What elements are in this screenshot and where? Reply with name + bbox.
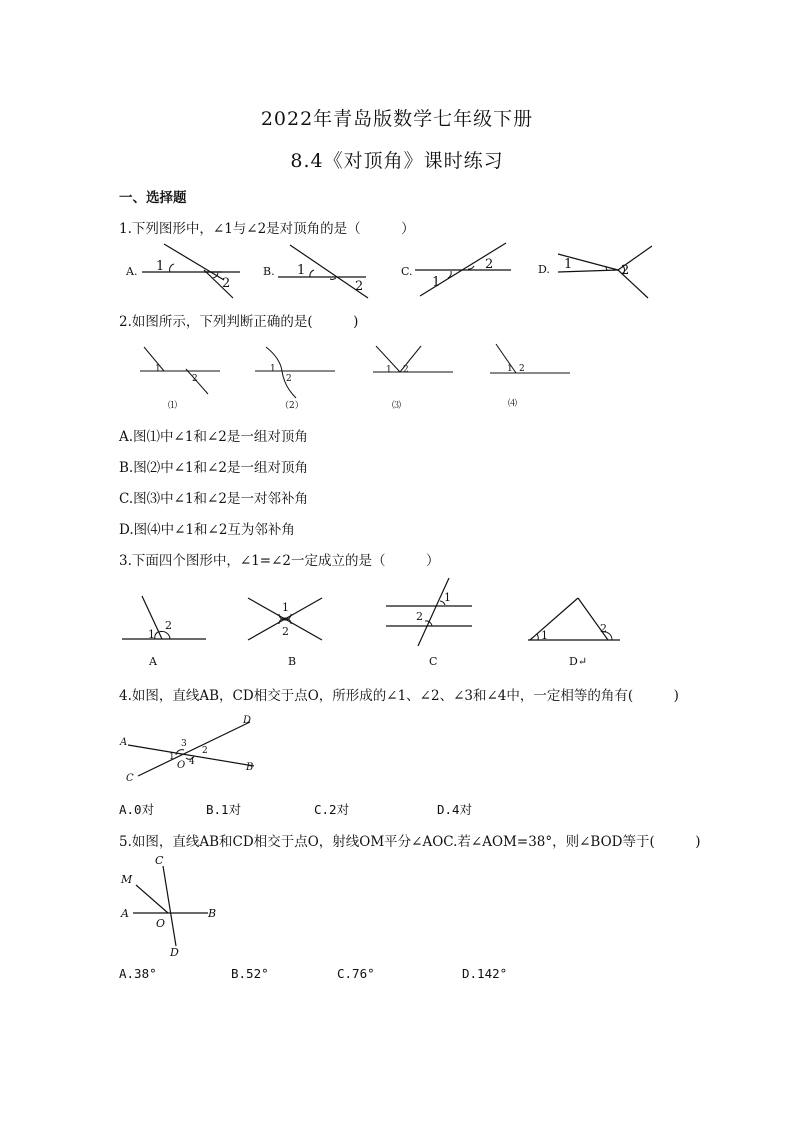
q1-a-arc1 (170, 264, 174, 272)
q1-a-label-2: 2 (222, 276, 231, 291)
q3-d-label-1: 1 (541, 629, 548, 642)
q5-choice-d: D.142° (462, 966, 508, 981)
q1-option-d: D. (538, 263, 550, 276)
q3-caption-a: A (149, 655, 157, 668)
q1-b-arc1 (310, 270, 314, 277)
q2-caption-2: （2） (280, 401, 304, 411)
q2-caption-4: ⑷ (508, 399, 518, 409)
q1-option-a: A. (126, 265, 138, 278)
q2-f4-label-2: 2 (519, 364, 525, 374)
q2-f4-label-1: 1 (507, 364, 513, 374)
q4-choice-c: C.2对 (314, 802, 350, 817)
q4-choice-a: A.0对 (119, 802, 155, 817)
question-5-figure (118, 852, 228, 958)
question-2-stem: 2.如图所示，下列判断正确的是( ) (119, 314, 359, 330)
q5-label-a: A (121, 907, 129, 920)
q3-c-label-2: 2 (416, 610, 423, 623)
q3-caption-c: C (429, 655, 438, 668)
q1-d-label-2: 2 (621, 263, 630, 278)
q4-label-a: A (120, 737, 128, 748)
q2-choice-d: D.图⑷中∠1和∠2互为邻补角 (119, 522, 295, 538)
q3-caption-b: B (288, 655, 297, 668)
q5-label-b: B (208, 907, 217, 920)
q3-a-label-2: 2 (165, 619, 172, 632)
q1-b-label-2: 2 (355, 279, 364, 294)
q4-choice-b: B.1对 (206, 802, 242, 817)
question-5-stem: 5.如图，直线AB和CD相交于点O，射线OM平分∠AOC.若∠AOM=38°，则∠BOD等于( ) (119, 834, 701, 850)
q3-d-side1 (530, 598, 578, 640)
q2-choice-a: A.图⑴中∠1和∠2是一组对顶角 (119, 429, 308, 445)
question-3-stem: 3.下面四个图形中，∠1=∠2一定成立的是（ ） (119, 553, 440, 569)
q3-a-arc1 (155, 632, 158, 639)
q2-caption-1: ⑴ (168, 401, 178, 411)
q2-f2-label-2: 2 (286, 374, 292, 384)
q4-label-3: 3 (181, 739, 187, 749)
q1-b-label-1: 1 (297, 263, 306, 278)
q3-d-label-2: 2 (600, 622, 607, 635)
q2-f2-label-1: 1 (270, 364, 276, 374)
q5-label-o: O (156, 917, 166, 930)
question-4-figure (118, 712, 268, 786)
question-4-stem: 4.如图，直线AB，CD相交于点O，所形成的∠1、∠2、∠3和∠4中，一定相等的角有( ) (119, 688, 679, 704)
q1-a-line2 (164, 244, 224, 280)
q4-label-4: 4 (189, 757, 195, 767)
q2-caption-3: ⑶ (392, 401, 402, 411)
q4-label-c: C (126, 773, 134, 784)
q3-a-label-1: 1 (148, 628, 155, 641)
q4-choice-d: D.4对 (437, 802, 473, 817)
q1-c-label-2: 2 (485, 257, 494, 272)
q4-label-1: 1 (169, 752, 175, 762)
q1-b-arc2 (330, 278, 336, 279)
q5-label-c: C (155, 854, 164, 867)
q5-label-d: D (170, 946, 179, 959)
q1-a-label-1: 1 (156, 259, 165, 274)
section-heading: 一、选择题 (119, 190, 187, 206)
q5-label-m: M (121, 873, 133, 886)
q5-ray-om (136, 885, 168, 913)
q3-c-label-1: 1 (444, 591, 451, 604)
q4-label-2: 2 (202, 746, 208, 756)
q1-option-b: B. (263, 265, 275, 278)
q3-caption-d: D↵ (569, 655, 588, 668)
q3-b-label-2: 2 (282, 625, 289, 638)
q2-f4-line2 (496, 344, 516, 373)
q4-label-b: B (246, 762, 254, 773)
q2-choice-b: B.图⑵中∠1和∠2是一组对顶角 (119, 460, 309, 476)
q2-f1-label-2: 2 (192, 374, 198, 384)
q2-f3-label-1: 1 (386, 365, 392, 375)
question-2-figures (130, 338, 580, 416)
question-1-stem: 1.下列图形中，∠1与∠2是对顶角的是（ ） (119, 221, 415, 237)
q1-option-c: C. (401, 265, 413, 278)
q5-line-cd (163, 866, 176, 946)
q2-f1-label-1: 1 (155, 364, 161, 374)
q2-f1-line2 (144, 347, 164, 371)
q4-label-d: D (243, 715, 252, 726)
q3-d-arc1 (537, 634, 538, 640)
q5-choice-a: A.38° (119, 966, 157, 981)
q4-label-o: O (177, 760, 186, 771)
q5-choice-b: B.52° (231, 966, 269, 981)
q3-b-label-1: 1 (282, 601, 289, 614)
document-title: 2022年青岛版数学七年级下册 (260, 108, 534, 130)
question-3-figures (118, 574, 628, 670)
q2-choice-c: C.图⑶中∠1和∠2是一对邻补角 (119, 491, 308, 507)
document-subtitle: 8.4《对顶角》课时练习 (290, 150, 504, 172)
q1-c-label-1: 1 (432, 275, 441, 290)
q5-choice-c: C.76° (337, 966, 375, 981)
question-1-figures (118, 240, 658, 302)
q1-d-label-1: 1 (564, 257, 573, 272)
q2-f3-label-2: 2 (403, 365, 409, 375)
